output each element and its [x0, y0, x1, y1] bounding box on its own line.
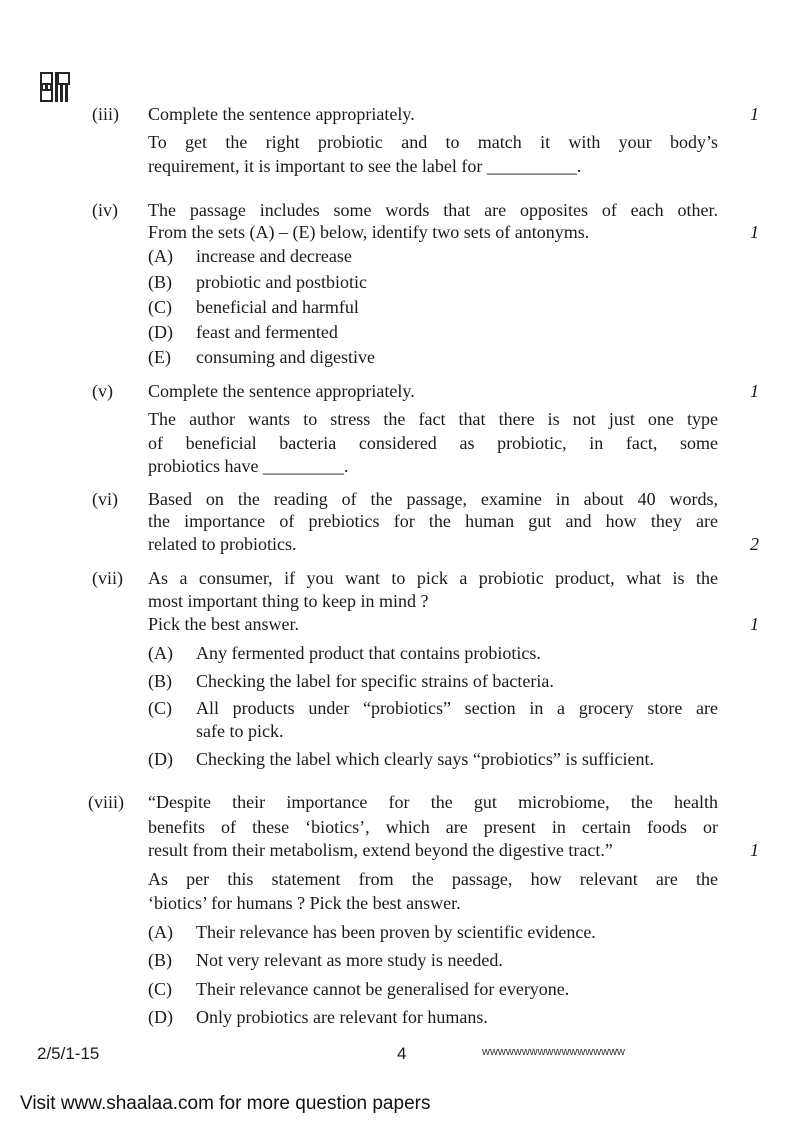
option-letter: (B) — [148, 272, 172, 292]
question-line: As a consumer, if you want to pick a probiotic product, what is the — [148, 568, 718, 588]
option-text: Any fermented product that contains probiotics. — [196, 643, 541, 663]
page-number: 4 — [397, 1044, 407, 1063]
option-text: Their relevance cannot be generalised for everyone. — [196, 979, 570, 999]
option-text: Not very relevant as more study is needed. — [196, 950, 503, 970]
option-letter: (A) — [148, 246, 173, 266]
option-letter: (C) — [148, 698, 172, 718]
qr-code — [40, 72, 70, 102]
marks: 1 — [750, 104, 759, 124]
question-line: benefits of these ‘biotics’, which are present in certain foods or — [148, 817, 718, 837]
question-prompt: Complete the sentence appropriately. — [148, 104, 415, 124]
option-letter: (B) — [148, 950, 172, 970]
question-number: (v) — [92, 381, 113, 401]
question-line: Pick the best answer. — [148, 614, 299, 634]
option-text: feast and fermented — [196, 322, 338, 342]
option-text: Their relevance has been proven by scientific evidence. — [196, 922, 596, 942]
option-text: Checking the label which clearly says “probiotics” is sufficient. — [196, 749, 655, 769]
option-text: increase and decrease — [196, 246, 352, 266]
option-text: consuming and digestive — [196, 347, 375, 367]
option-text: Checking the label for specific strains of bacteria. — [196, 671, 554, 691]
question-line: the importance of prebiotics for the human gut and how they are — [148, 511, 718, 531]
question-line: ‘biotics’ for humans ? Pick the best answer. — [148, 893, 461, 913]
question-line: result from their metabolism, extend beyond the digestive tract.” — [148, 840, 613, 860]
question-number: (viii) — [88, 792, 124, 812]
option-letter: (D) — [148, 322, 173, 342]
question-line: of beneficial bacteria considered as probiotic, in fact, some — [148, 433, 718, 453]
question-line: As per this statement from the passage, how relevant are the — [148, 869, 718, 889]
question-number: (iii) — [92, 104, 119, 124]
option-text: beneficial and harmful — [196, 297, 359, 317]
question-line: related to probiotics. — [148, 534, 297, 554]
option-text: Only probiotics are relevant for humans. — [196, 1007, 488, 1027]
question-line: The passage includes some words that are opposites of each other. — [148, 200, 718, 220]
question-line: The author wants to stress the fact that there is not just one type — [148, 409, 718, 429]
question-number: (vii) — [92, 568, 123, 588]
question-line: “Despite their importance for the gut microbiome, the health — [148, 792, 718, 812]
option-letter: (C) — [148, 297, 172, 317]
question-line: requirement, it is important to see the label for __________. — [148, 156, 582, 176]
question-line: most important thing to keep in mind ? — [148, 591, 429, 611]
option-letter: (E) — [148, 347, 171, 367]
marks: 1 — [750, 614, 759, 634]
option-text: All products under “probiotics” section in a grocery store are — [196, 698, 718, 718]
question-line: Based on the reading of the passage, examine in about 40 words, — [148, 489, 718, 509]
option-text: probiotic and postbiotic — [196, 272, 367, 292]
question-line: To get the right probiotic and to match it with your body’s — [148, 132, 718, 152]
option-letter: (D) — [148, 749, 173, 769]
question-number: (vi) — [92, 489, 118, 509]
paper-code: 2/5/1-15 — [37, 1044, 100, 1063]
question-line: probiotics have _________. — [148, 456, 349, 476]
marks: 1 — [750, 840, 759, 860]
question-number: (iv) — [92, 200, 118, 220]
question-prompt: Complete the sentence appropriately. — [148, 381, 415, 401]
marks: 1 — [750, 381, 759, 401]
marks: 2 — [750, 534, 759, 554]
marks: 1 — [750, 222, 759, 242]
option-letter: (D) — [148, 1007, 173, 1027]
visit-link[interactable]: Visit www.shaalaa.com for more question papers — [20, 1093, 431, 1114]
option-letter: (A) — [148, 643, 173, 663]
option-text: safe to pick. — [196, 721, 284, 741]
option-letter: (B) — [148, 671, 172, 691]
option-letter: (C) — [148, 979, 172, 999]
option-letter: (A) — [148, 922, 173, 942]
question-line: From the sets (A) – (E) below, identify two sets of antonyms. — [148, 222, 590, 242]
wave-line: wwwwwwwwwwwwwwwwww — [482, 1046, 625, 1058]
